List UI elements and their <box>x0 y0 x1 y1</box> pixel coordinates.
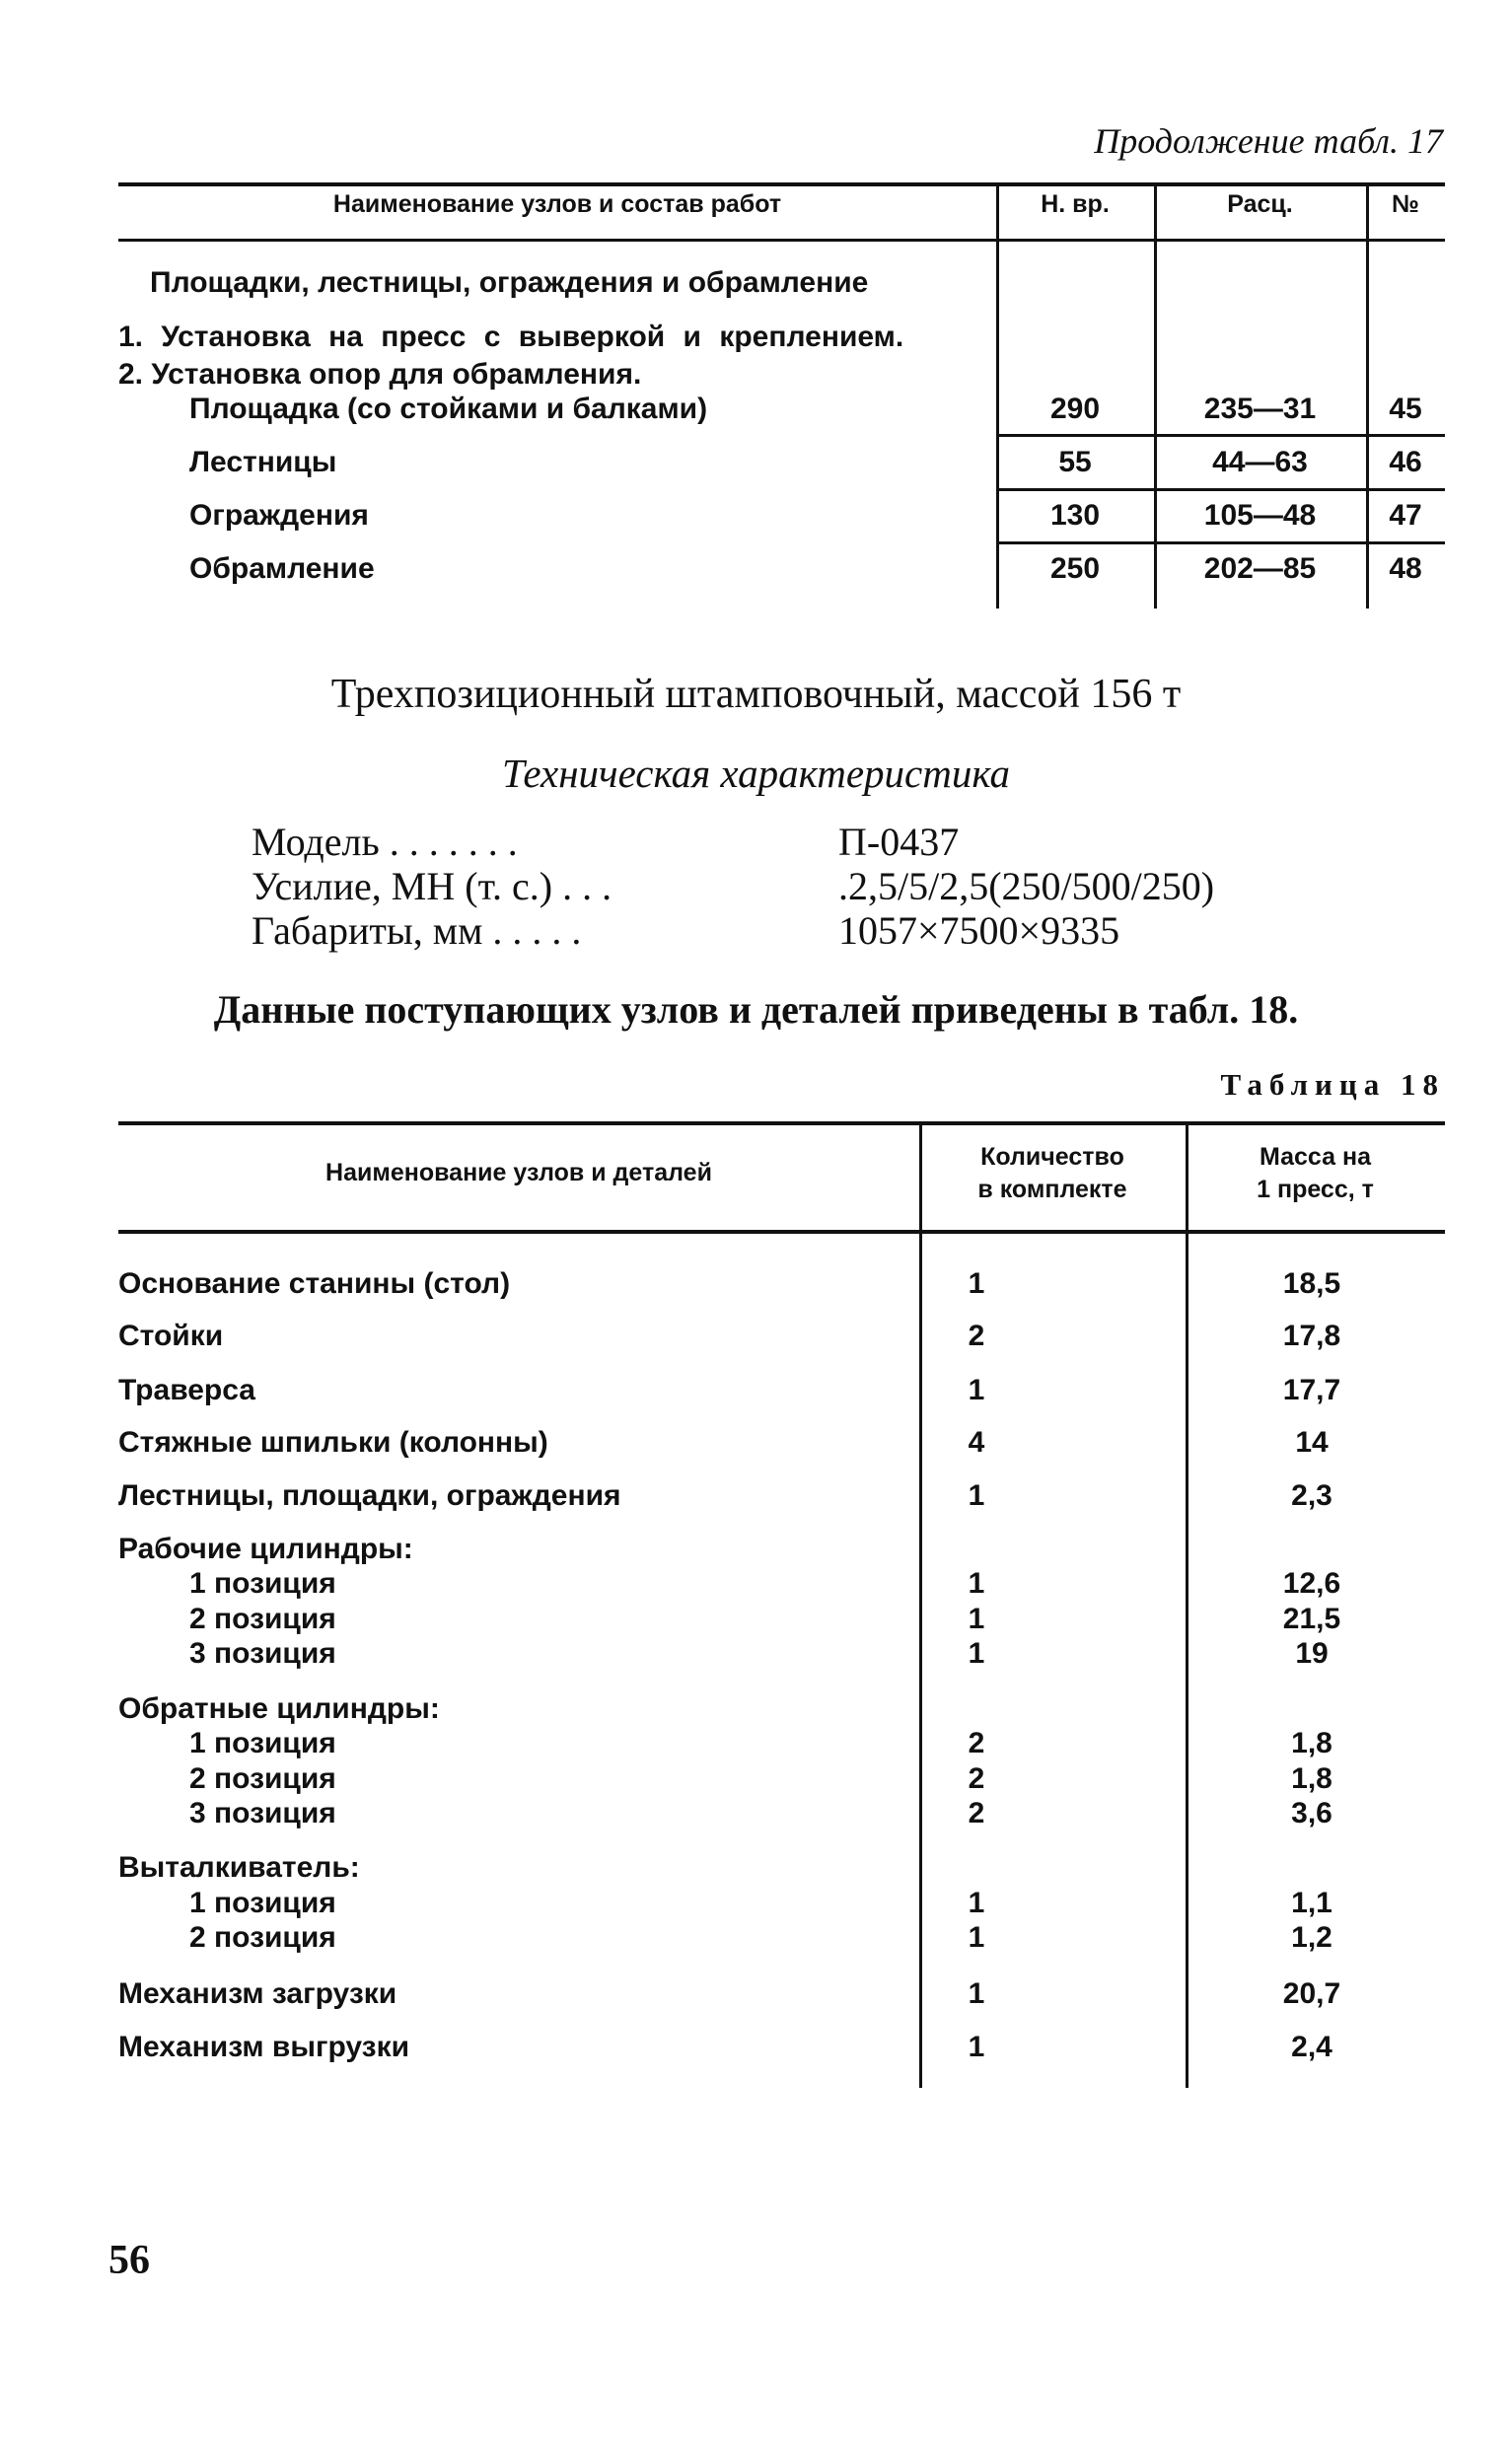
table-row <box>118 1479 1445 1515</box>
row-number: 48 <box>1389 552 1422 585</box>
table-row <box>118 1797 1445 1832</box>
data-note: Данные поступающих узлов и деталей приведены в табл. 18. <box>213 987 1299 1032</box>
table-row <box>118 1267 1445 1303</box>
section-title: Площадки, лестницы, ограждения и обрамление <box>150 266 869 299</box>
item-mass: 17,8 <box>1282 1320 1341 1352</box>
header-mass-line: 1 пресс, т <box>1257 1176 1374 1203</box>
item-quantity: 1 <box>968 1374 985 1406</box>
item-quantity: 2 <box>968 1797 985 1829</box>
table-top-rule <box>118 1121 1445 1125</box>
item-name: Лестницы, площадки, ограждения <box>118 1479 621 1512</box>
item-name: 1 позиция <box>189 1567 336 1600</box>
row-number: 45 <box>1389 393 1422 425</box>
item-quantity: 4 <box>968 1426 985 1459</box>
item-name: Рабочие цилиндры: <box>118 1533 413 1565</box>
table-row <box>118 1320 1445 1355</box>
row-number: 47 <box>1389 499 1422 532</box>
table-row <box>118 1921 1445 1957</box>
row-rate: 235—31 <box>1203 393 1317 425</box>
item-mass: 14 <box>1295 1426 1329 1459</box>
item-mass: 2,4 <box>1291 2031 1332 2063</box>
item-quantity: 1 <box>968 1977 985 2010</box>
item-mass: 19 <box>1295 1637 1329 1670</box>
row-name: Ограждения <box>189 499 369 532</box>
item-name: 1 позиция <box>189 1727 336 1759</box>
item-quantity: 1 <box>968 1921 985 1954</box>
item-name: 1 позиция <box>189 1887 336 1919</box>
press-title: Трехпозиционный штамповочный, массой 156 т <box>330 672 1182 717</box>
spec-label: Модель . . . . . . . <box>252 820 518 864</box>
table-row <box>118 1762 1445 1798</box>
item-mass: 17,7 <box>1282 1374 1341 1406</box>
table-row <box>118 1426 1445 1462</box>
header-quantity-line: Количество <box>980 1143 1124 1171</box>
header-norm: Н. вр. <box>1041 190 1110 218</box>
spec-value: .2,5/5/2,5(250/500/250) <box>838 864 1215 908</box>
item-name: Траверса <box>118 1374 255 1406</box>
row-rule <box>996 541 1445 544</box>
item-mass: 12,6 <box>1282 1567 1341 1600</box>
item-quantity: 1 <box>968 1887 985 1919</box>
item-mass: 18,5 <box>1282 1267 1341 1300</box>
item-name: 2 позиция <box>189 1603 336 1635</box>
header-quantity <box>919 1141 1186 1206</box>
item-quantity: 1 <box>968 1479 985 1512</box>
table-row <box>118 1533 1445 1568</box>
row-rate: 105—48 <box>1203 499 1317 532</box>
item-mass: 20,7 <box>1282 1977 1341 2010</box>
item-name: Стойки <box>118 1320 224 1352</box>
page-number: 56 <box>108 2238 150 2283</box>
row-name: Лестницы <box>189 446 337 478</box>
table-row <box>118 1637 1445 1673</box>
item-quantity: 1 <box>968 1267 985 1300</box>
table-row <box>118 1603 1445 1638</box>
item-quantity: 1 <box>968 1637 985 1670</box>
spec-label: Усилие, МН (т. с.) . . . <box>252 864 612 908</box>
row-norm: 130 <box>1049 499 1101 532</box>
header-number: № <box>1392 190 1419 218</box>
table-row <box>118 1977 1445 2013</box>
item-mass: 1,1 <box>1291 1887 1332 1919</box>
header-quantity-line: в комплекте <box>977 1176 1127 1203</box>
row-norm: 290 <box>1049 393 1101 425</box>
item-name: 3 позиция <box>189 1637 336 1670</box>
item-name: Выталкиватель: <box>118 1851 360 1884</box>
row-norm: 55 <box>1058 446 1092 478</box>
table-header-rule <box>118 1230 1445 1234</box>
row-norm: 250 <box>1049 552 1101 585</box>
item-name: 3 позиция <box>189 1797 336 1829</box>
item-name: Обратные цилиндры: <box>118 1692 440 1725</box>
item-mass: 1,8 <box>1291 1727 1332 1759</box>
header-mass <box>1186 1141 1445 1206</box>
row-name: Обрамление <box>189 552 375 585</box>
row-rate: 202—85 <box>1203 552 1317 585</box>
item-mass: 1,2 <box>1291 1921 1332 1954</box>
header-name: Наименование узлов и деталей <box>325 1159 712 1186</box>
item-name: Механизм загрузки <box>118 1977 397 2010</box>
item-quantity: 1 <box>968 1567 985 1600</box>
table-row <box>118 1887 1445 1922</box>
item-mass: 1,8 <box>1291 1762 1332 1795</box>
row-rule <box>996 488 1445 491</box>
table-row <box>118 1374 1445 1409</box>
row-number: 46 <box>1389 446 1422 478</box>
item-quantity: 1 <box>968 2031 985 2063</box>
tech-spec-title: Техническая характеристика <box>502 751 1010 796</box>
item-quantity: 2 <box>968 1727 985 1759</box>
table-row <box>118 2031 1445 2066</box>
table-header-rule <box>118 239 1445 242</box>
table-row <box>118 1692 1445 1728</box>
item-name: 2 позиция <box>189 1762 336 1795</box>
table-row <box>118 1851 1445 1887</box>
item-mass: 21,5 <box>1282 1603 1341 1635</box>
item-name: 2 позиция <box>189 1921 336 1954</box>
spec-value: 1057×7500×9335 <box>838 908 1120 953</box>
item-name: Стяжные шпильки (колонны) <box>118 1426 548 1459</box>
step-2: 2. Установка опор для обрамления. <box>118 358 642 391</box>
spec-value: П-0437 <box>838 820 960 864</box>
spec-label: Габариты, мм . . . . . <box>252 908 582 953</box>
header-name: Наименование узлов и состав работ <box>332 190 782 218</box>
item-quantity: 1 <box>968 1603 985 1635</box>
table-row <box>118 1567 1445 1603</box>
item-mass: 3,6 <box>1291 1797 1332 1829</box>
step-1: 1. Установка на пресс с выверкой и креплением. <box>118 321 904 353</box>
row-rule <box>996 434 1445 437</box>
header-mass-line: Масса на <box>1259 1143 1371 1171</box>
item-name: Основание станины (стол) <box>118 1267 511 1300</box>
table-top-rule <box>118 182 1445 186</box>
table-18 <box>118 1121 1445 2088</box>
item-quantity: 2 <box>968 1320 985 1352</box>
row-name: Площадка (со стойками и балками) <box>189 393 708 425</box>
table-row <box>118 1727 1445 1762</box>
item-name: Механизм выгрузки <box>118 2031 410 2063</box>
header-rate: Расц. <box>1227 190 1293 218</box>
table-18-label: Таблица 18 <box>1220 1067 1445 1102</box>
row-rate: 44—63 <box>1212 446 1308 478</box>
item-quantity: 2 <box>968 1762 985 1795</box>
item-mass: 2,3 <box>1291 1479 1332 1512</box>
continuation-title: Продолжение табл. 17 <box>1094 121 1443 161</box>
